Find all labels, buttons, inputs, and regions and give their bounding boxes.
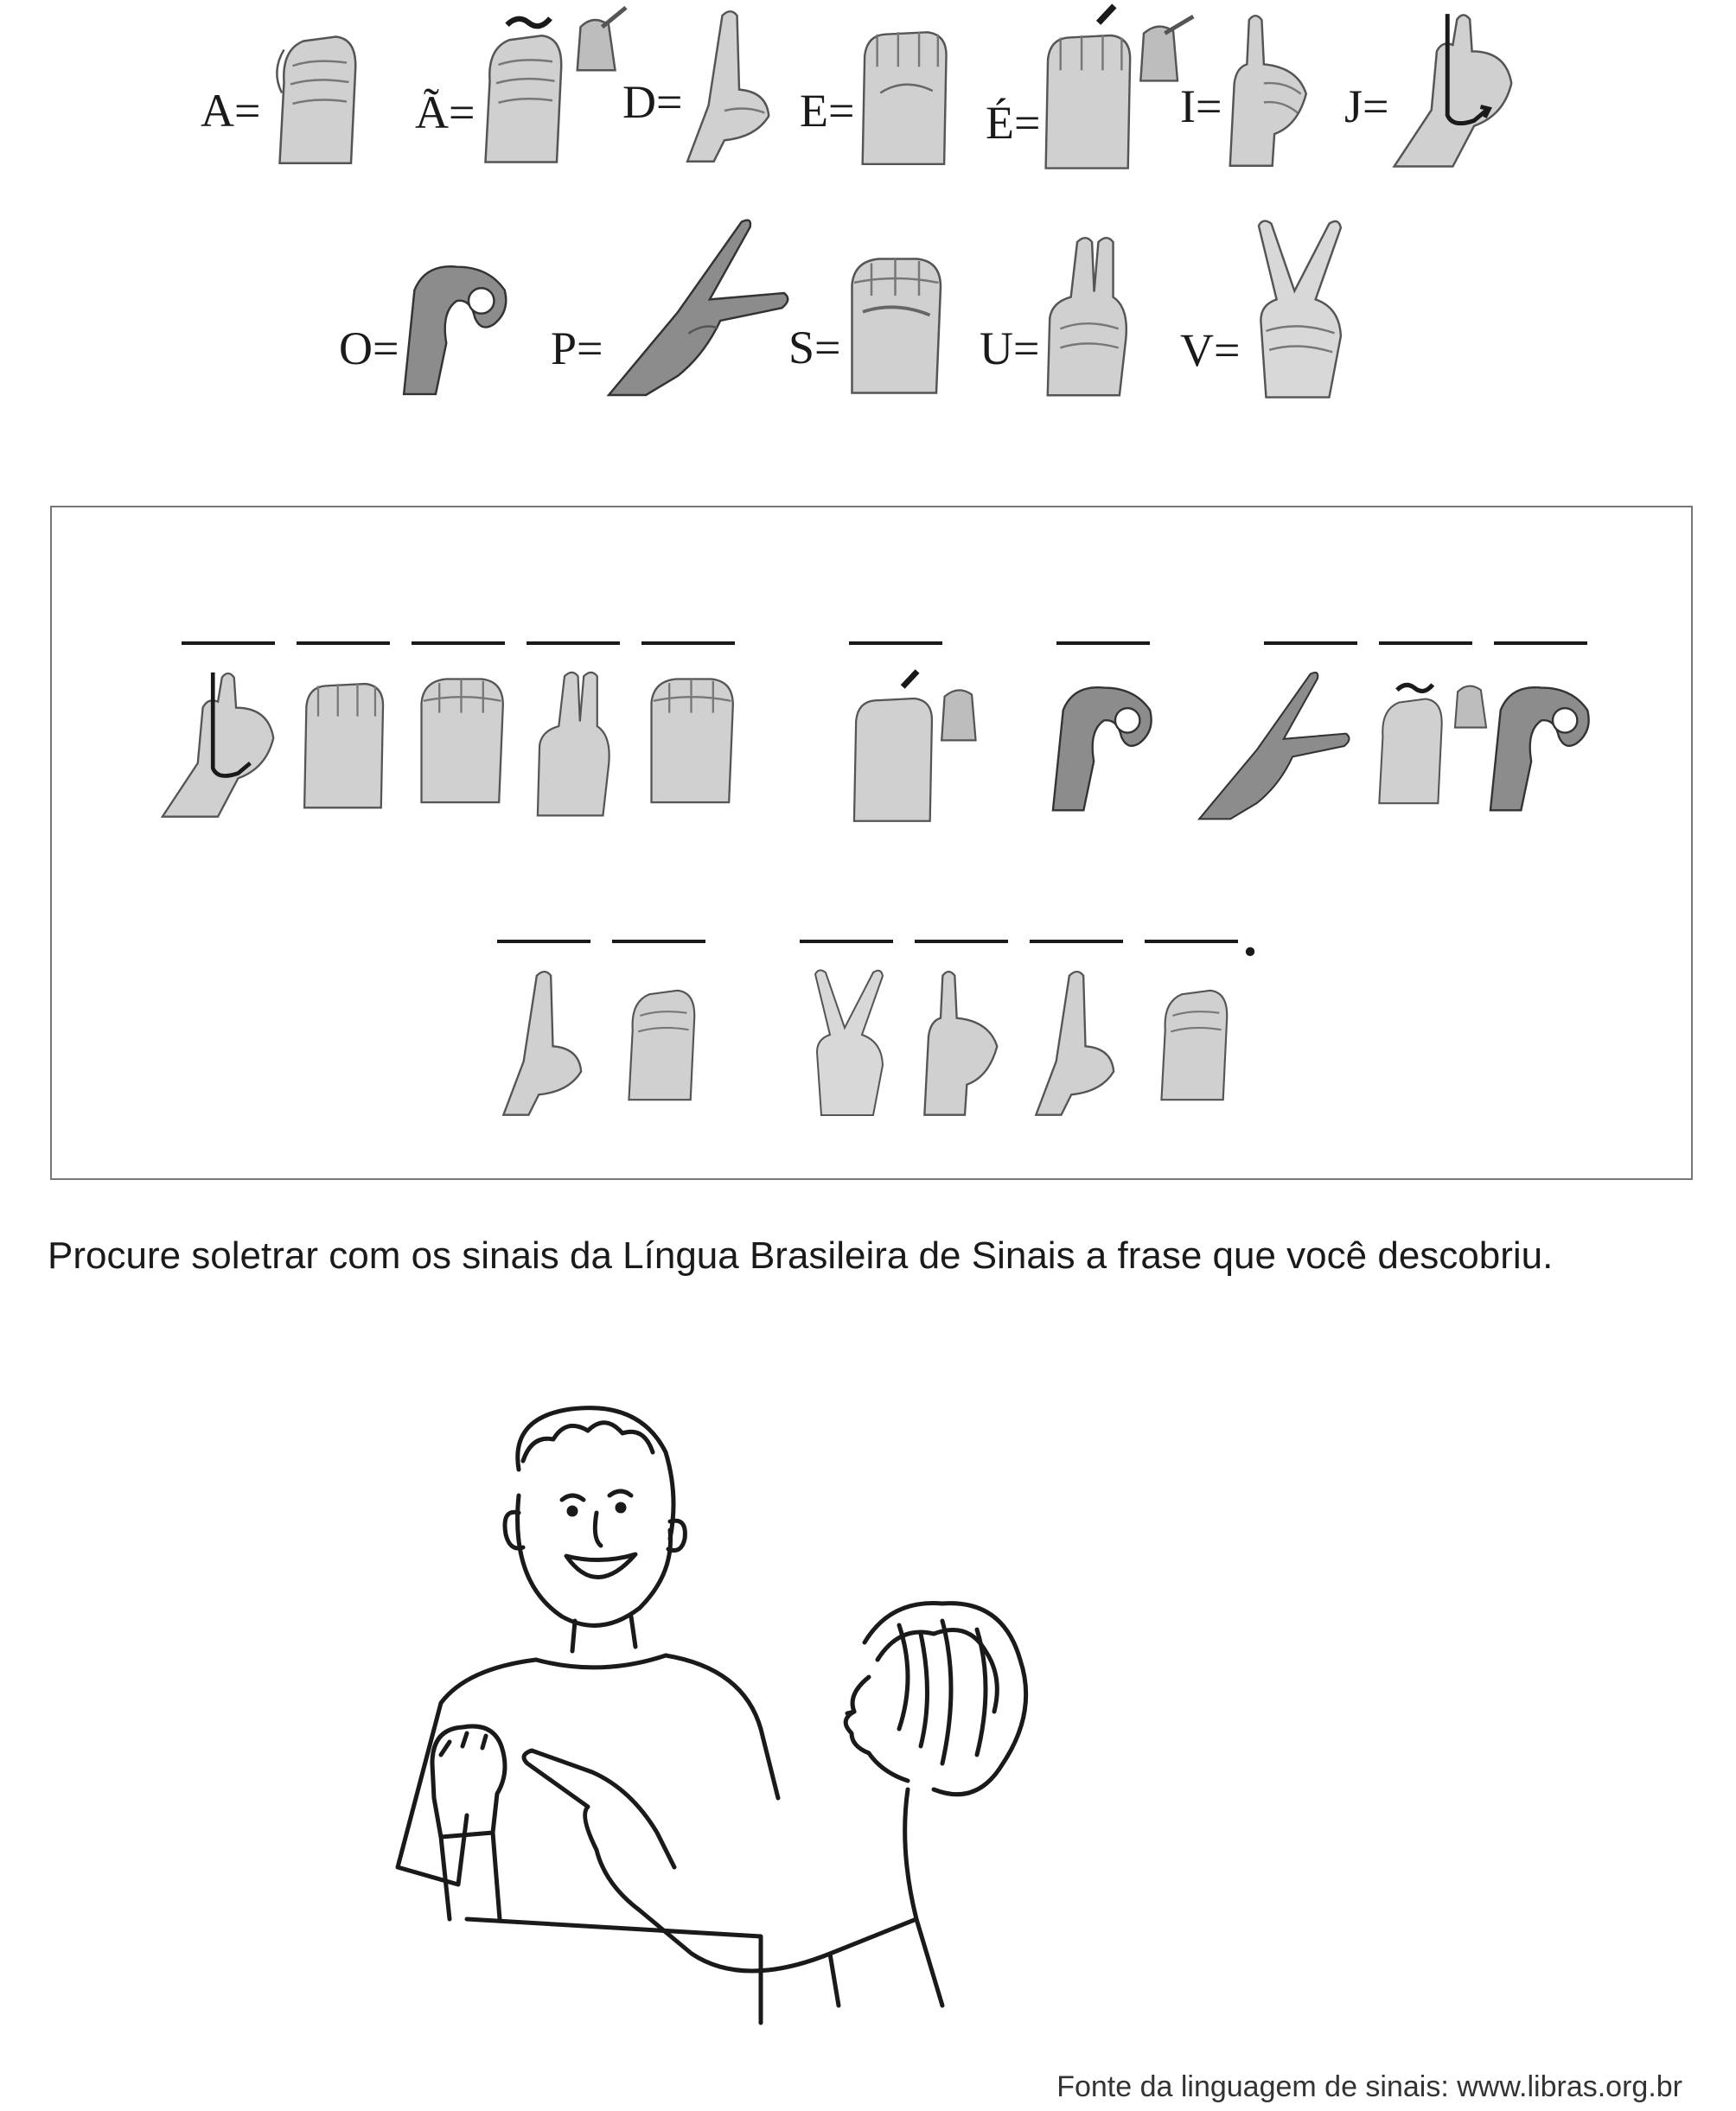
- answer-slot[interactable]: [497, 940, 590, 1117]
- key-item-u: [980, 233, 1134, 398]
- answer-slot[interactable]: [1379, 641, 1472, 814]
- sign-u-icon: [1039, 233, 1134, 398]
- key-letter: Ã=: [415, 86, 475, 138]
- answer-slot[interactable]: [800, 940, 893, 1117]
- answer-slot[interactable]: [1494, 641, 1587, 814]
- sign-s-icon: [841, 252, 949, 395]
- key-item-i: [1180, 9, 1317, 169]
- answer-blank[interactable]: [1056, 641, 1150, 645]
- key-letter: A=: [201, 84, 261, 137]
- answer-blank[interactable]: [612, 940, 705, 943]
- instruction-text: Procure soletrar com os sinais da Língua Brasileira de Sinais a frase que você descobriu.: [48, 1234, 1554, 1277]
- key-letter: J=: [1344, 80, 1389, 132]
- answer-blank[interactable]: [641, 641, 735, 645]
- answer-blank[interactable]: [527, 641, 620, 645]
- key-letter: S=: [788, 322, 841, 373]
- key-item-p: [551, 216, 789, 398]
- answer-blank[interactable]: [1494, 641, 1587, 645]
- sentence-period: .: [1243, 906, 1257, 967]
- key-letter: E=: [800, 84, 855, 137]
- answer-blank[interactable]: [849, 641, 942, 645]
- answer-blank[interactable]: [1030, 940, 1123, 943]
- answer-slot[interactable]: [1056, 641, 1150, 814]
- sign-u-icon: [530, 667, 616, 819]
- answer-blank[interactable]: [412, 641, 505, 645]
- key-item-d: [622, 4, 777, 164]
- sign-e-acute-icon: [849, 667, 1000, 823]
- sign-j-icon: [156, 667, 285, 819]
- answer-slot[interactable]: [1030, 940, 1123, 1117]
- key-item-j: [1344, 9, 1522, 169]
- sign-p-icon: [603, 216, 789, 398]
- sign-o-icon: [1485, 667, 1598, 814]
- sign-v-icon: [800, 966, 899, 1117]
- sign-i-icon: [1222, 9, 1317, 169]
- key-item-e-acute: [986, 2, 1204, 170]
- answer-slot[interactable]: [915, 940, 1008, 1117]
- answer-blank[interactable]: [1264, 641, 1357, 645]
- key-item-s: [788, 252, 949, 395]
- sign-i-icon: [916, 966, 1007, 1117]
- answer-blank[interactable]: [182, 641, 275, 645]
- sign-d-icon: [1030, 966, 1123, 1117]
- sign-e-icon: [297, 667, 390, 814]
- answer-slot[interactable]: [641, 641, 735, 810]
- sign-s-icon: [641, 667, 741, 810]
- key-letter: U=: [980, 322, 1040, 374]
- sign-a-icon: [612, 966, 705, 1113]
- key-letter: V=: [1180, 323, 1241, 376]
- answer-slot[interactable]: [412, 641, 505, 810]
- key-item-a: [201, 17, 368, 169]
- sign-o-icon: [399, 246, 515, 398]
- two-children-signing-illustration: [380, 1400, 1262, 2057]
- answer-slot[interactable]: [527, 641, 620, 819]
- sign-p-icon: [1195, 667, 1350, 823]
- answer-blank[interactable]: [497, 940, 590, 943]
- key-item-o: [339, 246, 515, 398]
- puzzle-box: [50, 506, 1693, 1180]
- sign-s-icon: [412, 667, 511, 810]
- key-item-v: [1180, 214, 1361, 400]
- key-letter: É=: [986, 97, 1041, 149]
- sign-a-icon: [1145, 966, 1238, 1113]
- answer-blank[interactable]: [297, 641, 390, 645]
- answer-slot[interactable]: [612, 940, 705, 1113]
- answer-slot[interactable]: [297, 641, 390, 814]
- key-letter: D=: [622, 75, 683, 128]
- sign-d-icon: [497, 966, 590, 1117]
- sign-v-icon: [1240, 214, 1361, 400]
- answer-blank[interactable]: [1379, 641, 1472, 645]
- answer-slot[interactable]: [1145, 940, 1238, 1113]
- sign-o-icon: [1048, 667, 1160, 814]
- answer-slot[interactable]: [182, 641, 275, 819]
- key-item-a-tilde: [415, 4, 648, 169]
- sign-j-icon: [1388, 9, 1522, 169]
- answer-blank[interactable]: [1145, 940, 1238, 943]
- key-item-e: [800, 17, 954, 169]
- answer-slot[interactable]: [1264, 641, 1357, 823]
- key-letter: O=: [339, 322, 399, 374]
- source-credit: Fonte da linguagem de sinais: www.libras.org.br: [1056, 2070, 1682, 2103]
- key-letter: I=: [1180, 80, 1222, 132]
- sign-e-icon: [854, 17, 954, 169]
- key-letter: P=: [551, 322, 603, 374]
- sign-d-icon: [682, 4, 777, 164]
- answer-slot[interactable]: [849, 641, 942, 823]
- answer-blank[interactable]: [800, 940, 893, 943]
- answer-blank[interactable]: [915, 940, 1008, 943]
- sign-a-icon: [260, 17, 368, 169]
